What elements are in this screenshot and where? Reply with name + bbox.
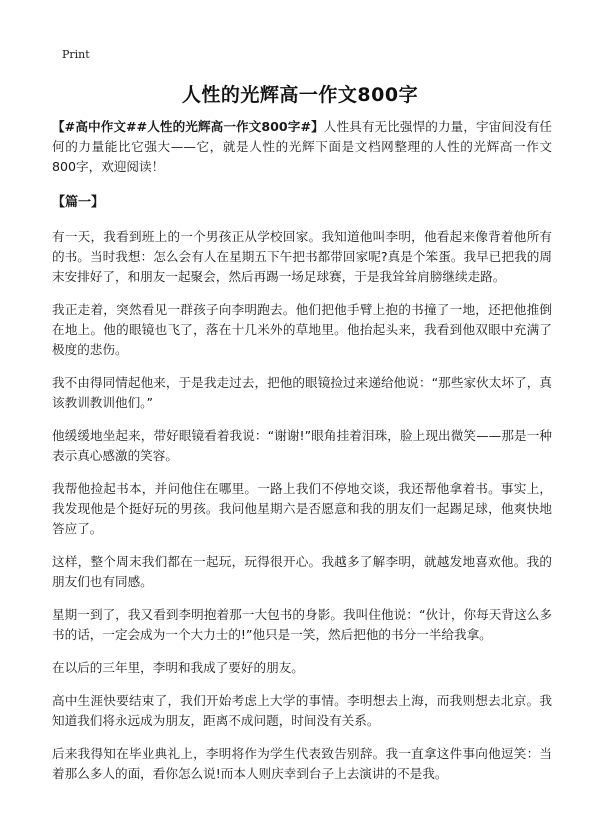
paragraph: 在以后的三年里，李明和我成了要好的朋友。 [52, 660, 304, 675]
paragraph: 这样，整个周末我们都在一起玩，玩得很开心。我越多了解李明，就越发地喜欢他。我的朋友们也有同感。 [52, 554, 552, 589]
paragraph: 我不由得同情起他来，于是我走过去，把他的眼镜捡过来递给他说：“那些家伙太坏了，真该教训教训他们。” [52, 375, 552, 410]
intro-text: 人性具有无比强悍的力量，宇宙间没有任何的力量能比它强大——它，就是人性的光辉下面是文档网整理的人性的光辉高一作文800字，欢迎阅读！ [52, 119, 553, 174]
paragraph: 星期一到了，我又看到李明抱着那一大包书的身影。我叫住他说：“伙计，你每天背这么多书的话，一定会成为一个大力士的!”他只是一笑，然后把他的书分一半给我拿。 [52, 607, 552, 642]
paragraph: 我正走着，突然看见一群孩子向李明跑去。他们把他手臂上抱的书撞了一地，还把他推倒在地上。他的眼镜也飞了，落在十几米外的草地里。他抬起头来，我看到他双眼中充满了极度的悲伤。 [52, 302, 552, 357]
paragraph: 高中生涯快要结束了，我们开始考虑上大学的事情。李明想去上海，而我则想去北京。我知道我们将永远成为朋友，距离不成问题，时间没有关系。 [52, 693, 552, 728]
page-title: 人性的光辉高一作文800字 [181, 84, 419, 106]
article-body [52, 117, 552, 797]
paragraph: 他缓缓地坐起来，带好眼镜看着我说：“谢谢!”眼角挂着泪珠，脸上现出微笑——那是一种表示真心感激的笑容。 [52, 428, 552, 463]
intro-tag: 【#高中作文##人性的光辉高一作文800字#】 [52, 119, 324, 134]
paragraph: 我帮他捡起书本，并问他住在哪里。一路上我们不停地交谈，我还帮他拿着书。事实上，我发现他是个挺好玩的男孩。我问他星期六是否愿意和我的朋友们一起踢足球，他爽快地答应了。 [52, 481, 552, 536]
print-label[interactable]: Print [62, 48, 90, 61]
section-heading: 【篇一】 [52, 195, 105, 210]
intro-paragraph [52, 117, 552, 177]
paragraph: 有一天，我看到班上的一个男孩正从学校回家。我知道他叫李明，他看起来像背着他所有的书。当时我想：怎么会有人在星期五下午把书都带回家呢?真是个笨蛋。我早已把我的周末安排好了，和朋友一起聚会，然后再踢一场足球赛，于是我耸耸肩膀继续走路。 [52, 229, 552, 284]
paragraph: 后来我得知在毕业典礼上，李明将作为学生代表致告别辞。我一直拿这件事向他逗笑：当着那么多人的面，看你怎么说!而本人则庆幸到台子上去演讲的不是我。 [52, 746, 552, 781]
